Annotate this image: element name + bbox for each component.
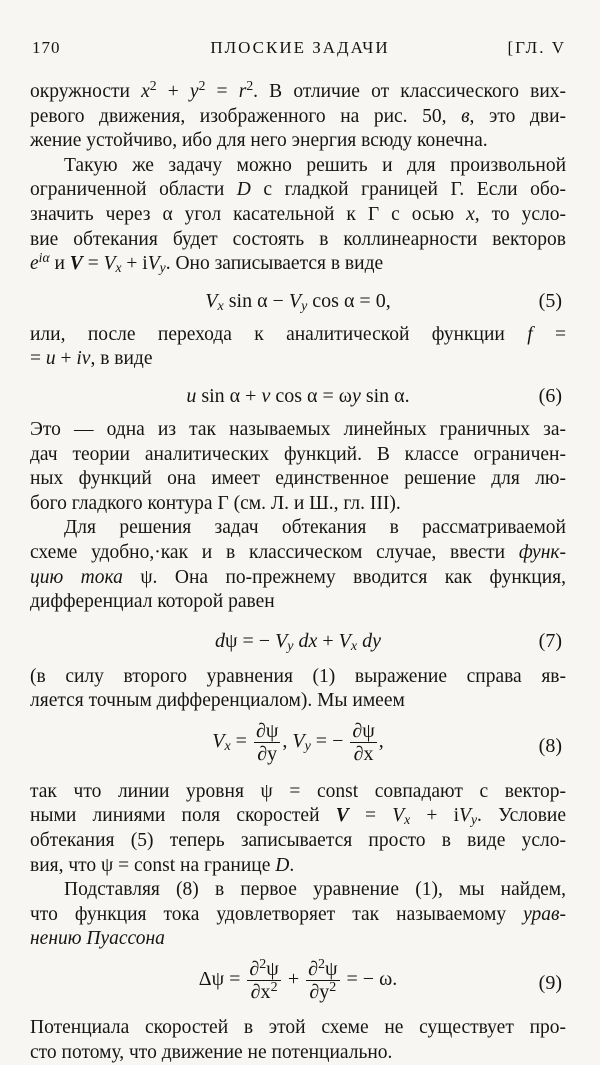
paragraph — [30, 878, 566, 952]
text-line: Это — одна из так называемых линейных граничных за- — [30, 418, 566, 440]
equation-number: (6) — [538, 384, 562, 407]
text-line: окружности $x^2 + y^2 = r^2$. В отличие от классического вих- — [30, 78, 566, 102]
text-line: Такую же задачу можно решить и для произвольной — [64, 154, 566, 176]
equation-6 — [30, 372, 566, 418]
chapter-label: [ГЛ. V — [507, 38, 566, 57]
page-number: 170 — [32, 38, 61, 57]
equation-8 — [30, 714, 566, 780]
text-line: бого гладкого контура Γ (см. Л. и Ш., гл. III). — [30, 492, 401, 514]
paragraph — [30, 665, 566, 714]
running-title: ПЛОСКИЕ ЗАДАЧИ — [210, 38, 390, 57]
paragraph — [30, 780, 566, 878]
equation-7 — [30, 615, 566, 665]
text-line: ревого движения, изображенного на рис. 50, в, это дви- — [30, 105, 566, 127]
text-line: или, после перехода к аналитической функции f = — [30, 323, 566, 345]
equation-formula: $V_x$ = $\frac{\partial\psi}{\partial y}$ , $V_y$ = − $\frac{\partial\psi}{\partial x}$ , — [212, 719, 384, 765]
text-line: ограниченной области D с гладкой границей Γ. Если обо- — [30, 179, 566, 201]
text-line: вия, что ψ = const на границе D. — [30, 854, 295, 876]
text-line: так что линии уровня ψ = const совпадают с вектор- — [30, 780, 566, 802]
text-line: Подставляя (8) в первое уравнение (1), мы найдем, — [64, 879, 566, 901]
text-line: цию тока ψ. Она по-прежнему вводится как функция, — [30, 566, 566, 588]
equation-9 — [30, 952, 566, 1016]
equation-number: (7) — [538, 629, 562, 652]
equation-number: (8) — [538, 734, 562, 757]
text-line: жение устойчиво, ибо для него энергия всюду конечна. — [30, 130, 488, 152]
equation-5 — [30, 277, 566, 323]
text-line: нению Пуассона — [30, 928, 165, 950]
text-line: дач теории аналитических функций. В классе ограничен- — [30, 443, 566, 465]
text-line: $e^{i\alpha}$ и $V = V_x + iV_y$. Оно записывается в виде — [30, 250, 384, 276]
text-line: сто потому, что движение не потенциально. — [30, 1041, 393, 1063]
equation-number: (9) — [538, 972, 562, 995]
text-line: (в силу второго уравнения (1) выражение справа яв- — [30, 665, 566, 687]
equation-formula: u sin α + v cos α = ωy sin α. — [186, 384, 410, 407]
text-line: ляется точным дифференциалом). Мы имеем — [30, 690, 405, 712]
paragraph — [30, 80, 566, 154]
text-line: = u + iv, в виде — [30, 348, 153, 370]
text-line: Для решения задач обтекания в рассматриваемой — [64, 517, 566, 539]
paragraph — [30, 323, 566, 372]
paragraph — [30, 154, 566, 277]
running-header — [30, 38, 570, 62]
page-body — [30, 80, 566, 1065]
text-line: значить через α угол касательной к Γ с осью x, то усло- — [30, 203, 566, 225]
paragraph — [30, 418, 566, 516]
text-line: ными линиями поля скоростей $V = V_x + iV_y$. Условие — [30, 805, 567, 828]
text-line: Потенциала скоростей в этой схеме не существует про- — [30, 1017, 566, 1039]
text-line: схеме удобно,·как и в классическом случае, ввести функ- — [30, 541, 566, 563]
equation-formula: dψ = − $V_y$ dx + $V_x$ dy — [214, 629, 381, 654]
text-line: ных функций она имеет единственное решение для лю- — [30, 468, 566, 490]
equation-formula: Δψ = $\frac{\partial^2\psi}{\partial x^2}$ + $\frac{\partial^2\psi}{\partial y^2}$ = − ω. — [198, 957, 398, 1004]
equation-number: (5) — [538, 289, 562, 312]
equation-formula: $V_x$ $\sin \alpha - V_y$ cos α = 0, — [205, 289, 391, 314]
paragraph — [30, 516, 566, 614]
text-line: вие обтекания будет состоять в коллинеарности векторов — [30, 228, 566, 250]
paragraph — [30, 1016, 566, 1065]
text-line: обтекания (5) теперь записывается просто в виде усло- — [30, 830, 566, 852]
text-line: дифференциал которой равен — [30, 591, 275, 613]
text-line: что функция тока удовлетворяет так называемому урав- — [30, 903, 566, 925]
